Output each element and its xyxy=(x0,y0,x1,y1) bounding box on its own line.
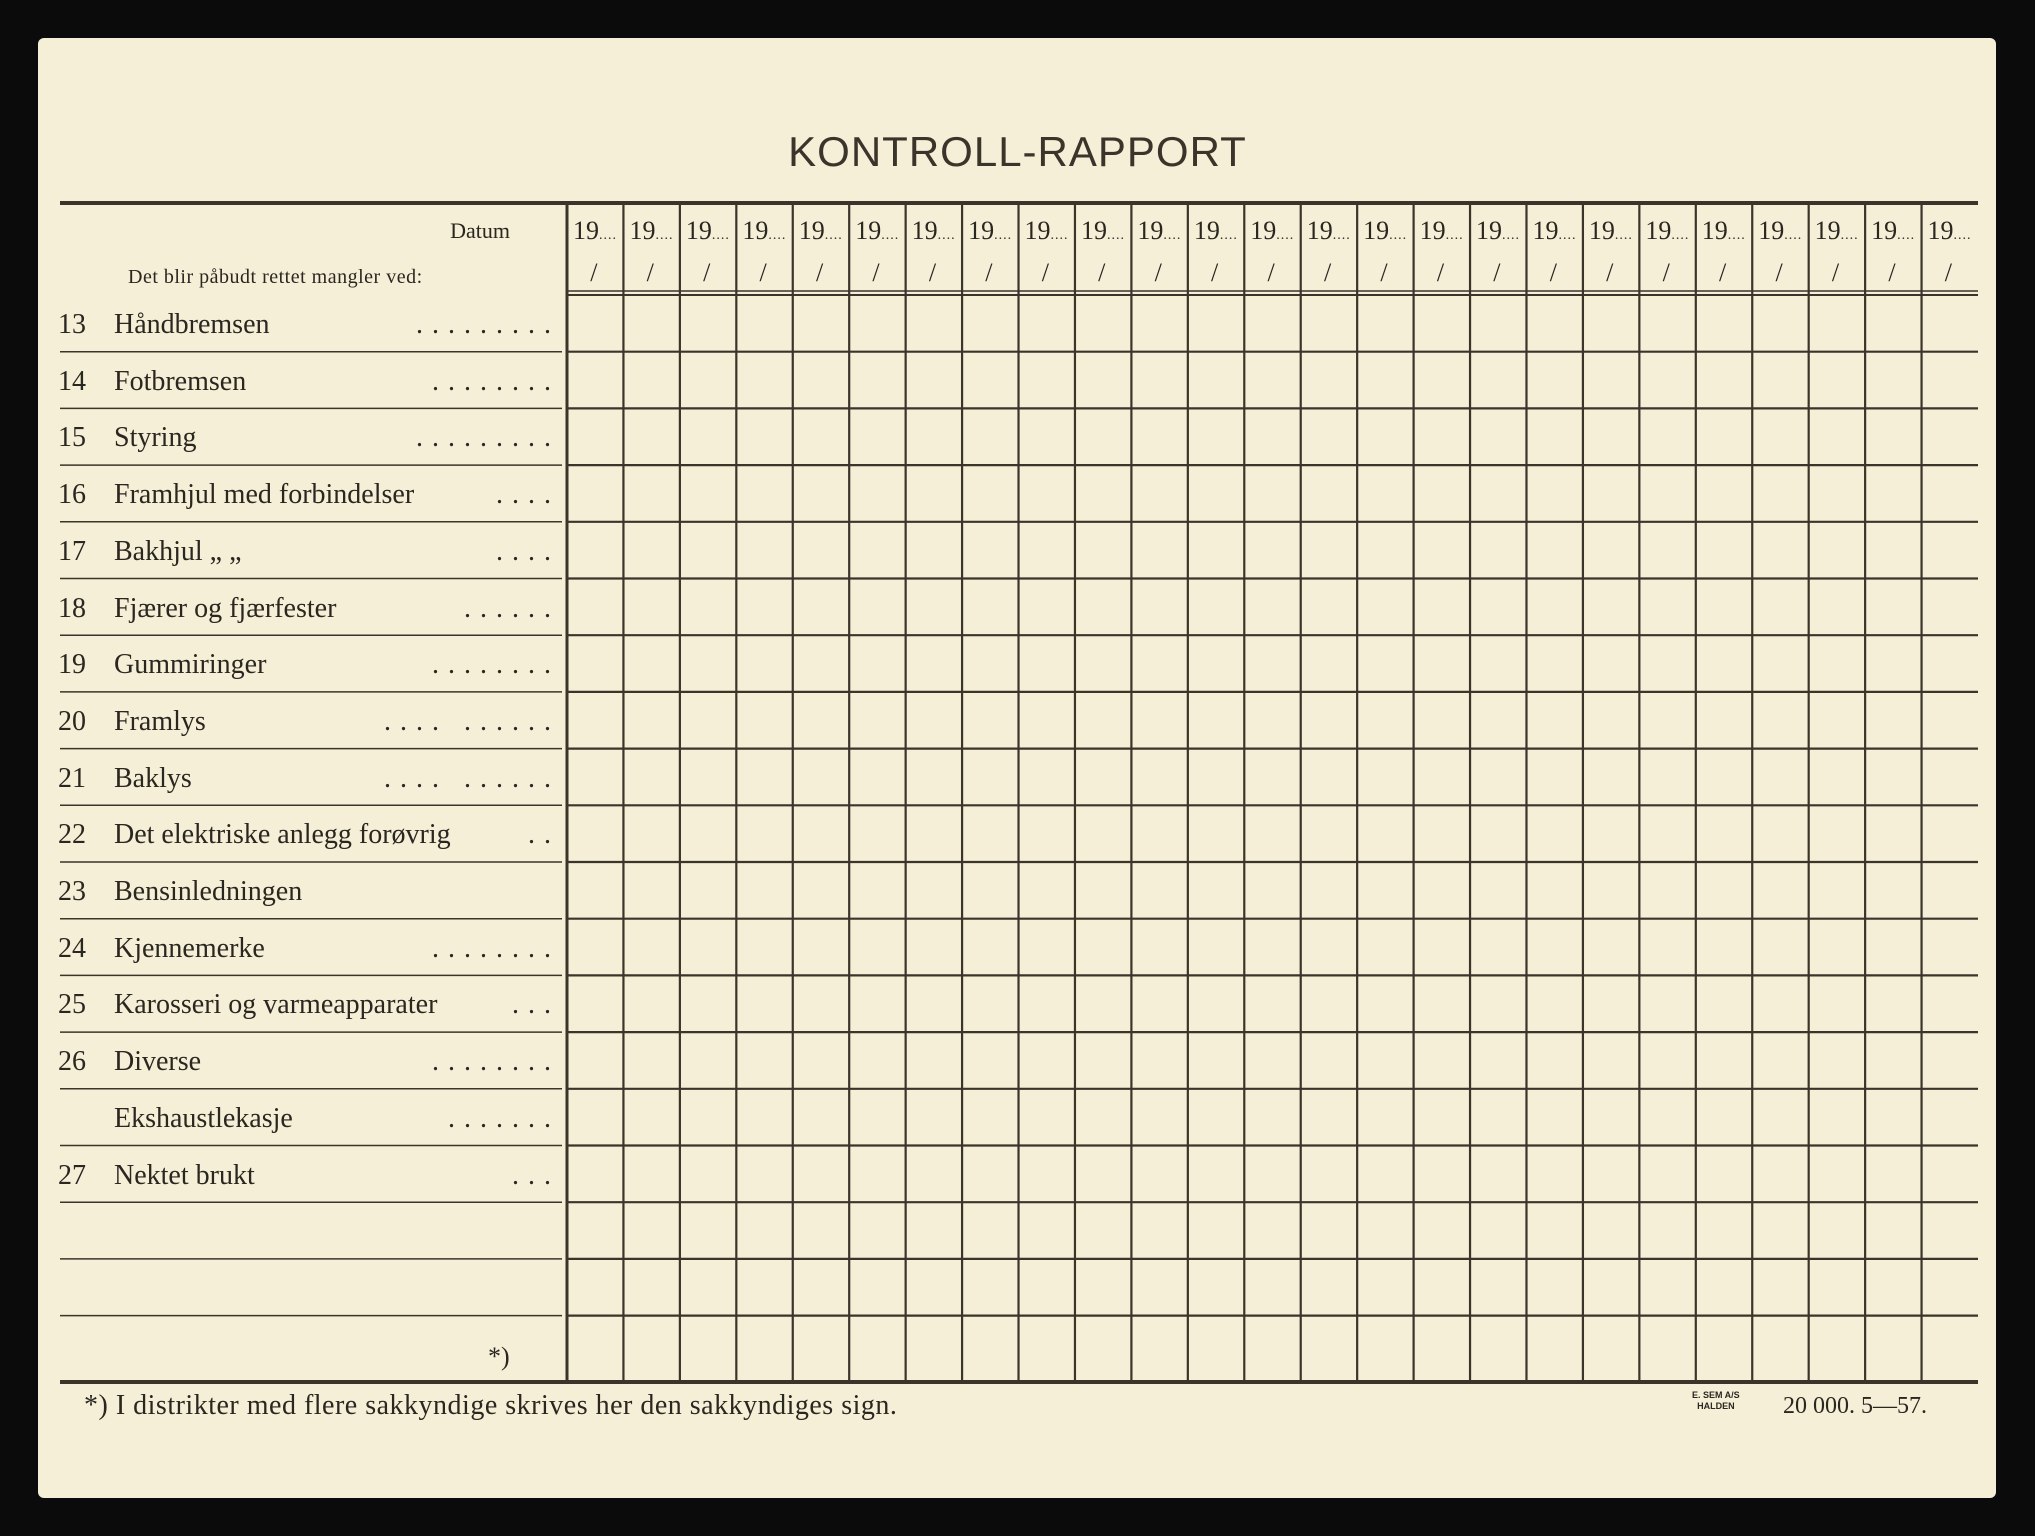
row-number: 19 xyxy=(58,649,86,681)
year-prefix: 19 xyxy=(1927,216,1954,245)
printer-mark xyxy=(1692,1390,1740,1412)
year-blank: .... xyxy=(881,228,900,243)
row-leader-dots: .... ...... xyxy=(384,705,560,737)
year-blank: .... xyxy=(768,228,787,243)
year-blank: .... xyxy=(1332,228,1351,243)
year-prefix: 19 xyxy=(1701,216,1728,245)
date-slash: / xyxy=(759,258,767,287)
date-slash: / xyxy=(1775,258,1783,287)
date-slash: / xyxy=(1831,258,1840,287)
row-label: Gummiringer xyxy=(114,649,267,681)
row-number: 22 xyxy=(58,819,86,851)
date-slash: / xyxy=(1662,258,1670,287)
row-number: 20 xyxy=(58,705,86,737)
year-prefix: 19 xyxy=(911,216,938,245)
year-blank: .... xyxy=(1671,228,1690,243)
year-blank: .... xyxy=(994,228,1013,243)
row-leader-dots: ... xyxy=(512,989,560,1021)
year-blank: .... xyxy=(1050,228,1069,243)
year-blank: .... xyxy=(1727,228,1746,243)
row-leader-dots: ... xyxy=(512,1159,560,1191)
year-blank: .... xyxy=(1558,228,1577,243)
year-blank: .... xyxy=(1163,228,1182,243)
date-slash: / xyxy=(1606,258,1614,287)
year-blank: .... xyxy=(1840,228,1859,243)
row-number: 16 xyxy=(58,479,86,511)
row-number: 21 xyxy=(58,762,86,794)
date-slash: / xyxy=(1154,258,1162,287)
row-number: 24 xyxy=(58,932,86,964)
date-slash: / xyxy=(1041,258,1049,287)
year-prefix: 19 xyxy=(1137,216,1164,245)
row-label: Baklys xyxy=(114,762,192,794)
date-slash: / xyxy=(928,258,937,287)
date-slash: / xyxy=(1380,258,1388,287)
year-blank: .... xyxy=(1897,228,1916,243)
footnote: *) I distrikter med flere sakkyndige skrives her den sakkyndiges sign. xyxy=(84,1390,898,1421)
row-leader-dots: ........ xyxy=(432,932,560,964)
row-number: 27 xyxy=(58,1159,86,1191)
date-slash: / xyxy=(1719,258,1727,287)
year-prefix: 19 xyxy=(1532,216,1559,245)
year-prefix: 19 xyxy=(1080,216,1107,245)
year-prefix: 19 xyxy=(1476,216,1503,245)
date-slash: / xyxy=(1323,258,1332,287)
year-blank: .... xyxy=(1106,228,1125,243)
year-prefix: 19 xyxy=(1193,216,1220,245)
year-blank: .... xyxy=(711,228,730,243)
date-slash: / xyxy=(985,258,993,287)
row-label: Bakhjul „ „ xyxy=(114,535,242,567)
year-prefix: 19 xyxy=(798,216,825,245)
print-run: 20 000. 5—57. xyxy=(1783,1393,1927,1419)
row-label: Bensinledningen xyxy=(114,876,303,907)
row-label: Nektet brukt xyxy=(114,1159,255,1191)
date-slash: / xyxy=(872,258,880,287)
year-blank: .... xyxy=(599,228,617,243)
date-slash: / xyxy=(1888,258,1896,287)
row-leader-dots: .... xyxy=(496,479,560,511)
row-label: Kjennemerke xyxy=(114,932,265,964)
row-label: Fjærer og fjærfester xyxy=(114,592,337,624)
date-slash: / xyxy=(1436,258,1445,287)
row-label: Fotbremsen xyxy=(114,365,247,397)
date-slash: / xyxy=(1493,258,1501,287)
row-label: Styring xyxy=(114,422,197,454)
year-blank: .... xyxy=(937,228,956,243)
year-prefix: 19 xyxy=(742,216,769,245)
date-slash: / xyxy=(1211,258,1219,287)
printer-mark-line2: HALDEN xyxy=(1697,1401,1735,1411)
date-slash: / xyxy=(703,258,711,287)
year-prefix: 19 xyxy=(1645,216,1672,245)
year-blank: .... xyxy=(1445,228,1464,243)
date-slash: / xyxy=(815,258,824,287)
date-slash: / xyxy=(646,258,654,287)
row-leader-dots: ....... xyxy=(448,1102,560,1134)
row-leader-dots: .... ...... xyxy=(384,762,560,794)
printer-mark-line1: E. SEM A/S xyxy=(1692,1390,1740,1400)
row-label: Diverse xyxy=(114,1046,202,1078)
year-blank: .... xyxy=(1953,228,1972,243)
row-number: 25 xyxy=(58,989,86,1021)
row-leader-dots: ......... xyxy=(416,422,560,454)
row-number: 26 xyxy=(58,1046,86,1078)
row-leader-dots: .... xyxy=(496,535,560,567)
row-leader-dots: .. xyxy=(528,819,560,851)
year-blank: .... xyxy=(824,228,843,243)
year-blank: .... xyxy=(1276,228,1295,243)
year-prefix: 19 xyxy=(573,216,599,245)
row-label: Karosseri og varmeapparater xyxy=(114,989,438,1021)
year-prefix: 19 xyxy=(1250,216,1277,245)
row-number: 15 xyxy=(58,422,86,454)
row-number: 14 xyxy=(58,365,86,397)
year-prefix: 19 xyxy=(1814,216,1841,245)
year-prefix: 19 xyxy=(1419,216,1446,245)
date-slash: / xyxy=(590,258,598,287)
year-blank: .... xyxy=(1502,228,1521,243)
year-blank: .... xyxy=(1389,228,1408,243)
row-leader-dots: ...... xyxy=(464,592,560,624)
row-label: Ekshaustlekasje xyxy=(114,1102,293,1134)
row-leader-dots: ......... xyxy=(416,309,560,340)
signature-marker: *) xyxy=(488,1342,510,1371)
year-prefix: 19 xyxy=(855,216,882,245)
year-blank: .... xyxy=(1784,228,1803,243)
row-label: Håndbremsen xyxy=(114,309,270,340)
date-slash: / xyxy=(1267,258,1275,287)
year-prefix: 19 xyxy=(1363,216,1390,245)
row-label: Framhjul med forbindelser xyxy=(114,479,415,511)
row-leader-dots: ........ xyxy=(432,649,560,681)
date-slash: / xyxy=(1098,258,1106,287)
row-number: 23 xyxy=(58,876,86,907)
row-label: Framlys xyxy=(114,705,206,737)
row-number: 18 xyxy=(58,592,86,624)
row-label: Det elektriske anlegg forøvrig xyxy=(114,819,451,851)
year-prefix: 19 xyxy=(1024,216,1051,245)
row-number: 13 xyxy=(58,309,86,340)
year-blank: .... xyxy=(1219,228,1238,243)
year-prefix: 19 xyxy=(1871,216,1898,245)
date-slash: / xyxy=(1944,258,1952,287)
date-slash: / xyxy=(1549,258,1557,287)
row-leader-dots: ........ xyxy=(432,365,560,397)
year-prefix: 19 xyxy=(968,216,995,245)
row-leader-dots: ........ xyxy=(432,1046,560,1078)
form-title: KONTROLL-RAPPORT xyxy=(788,128,1247,175)
year-prefix: 19 xyxy=(1306,216,1333,245)
datum-label: Datum xyxy=(450,218,510,243)
year-prefix: 19 xyxy=(1588,216,1615,245)
year-prefix: 19 xyxy=(629,216,656,245)
year-blank: .... xyxy=(655,228,674,243)
row-number: 17 xyxy=(58,535,86,567)
year-blank: .... xyxy=(1614,228,1633,243)
mangler-label: Det blir påbudt rettet mangler ved: xyxy=(128,266,423,288)
year-prefix: 19 xyxy=(1758,216,1785,245)
year-prefix: 19 xyxy=(685,216,712,245)
